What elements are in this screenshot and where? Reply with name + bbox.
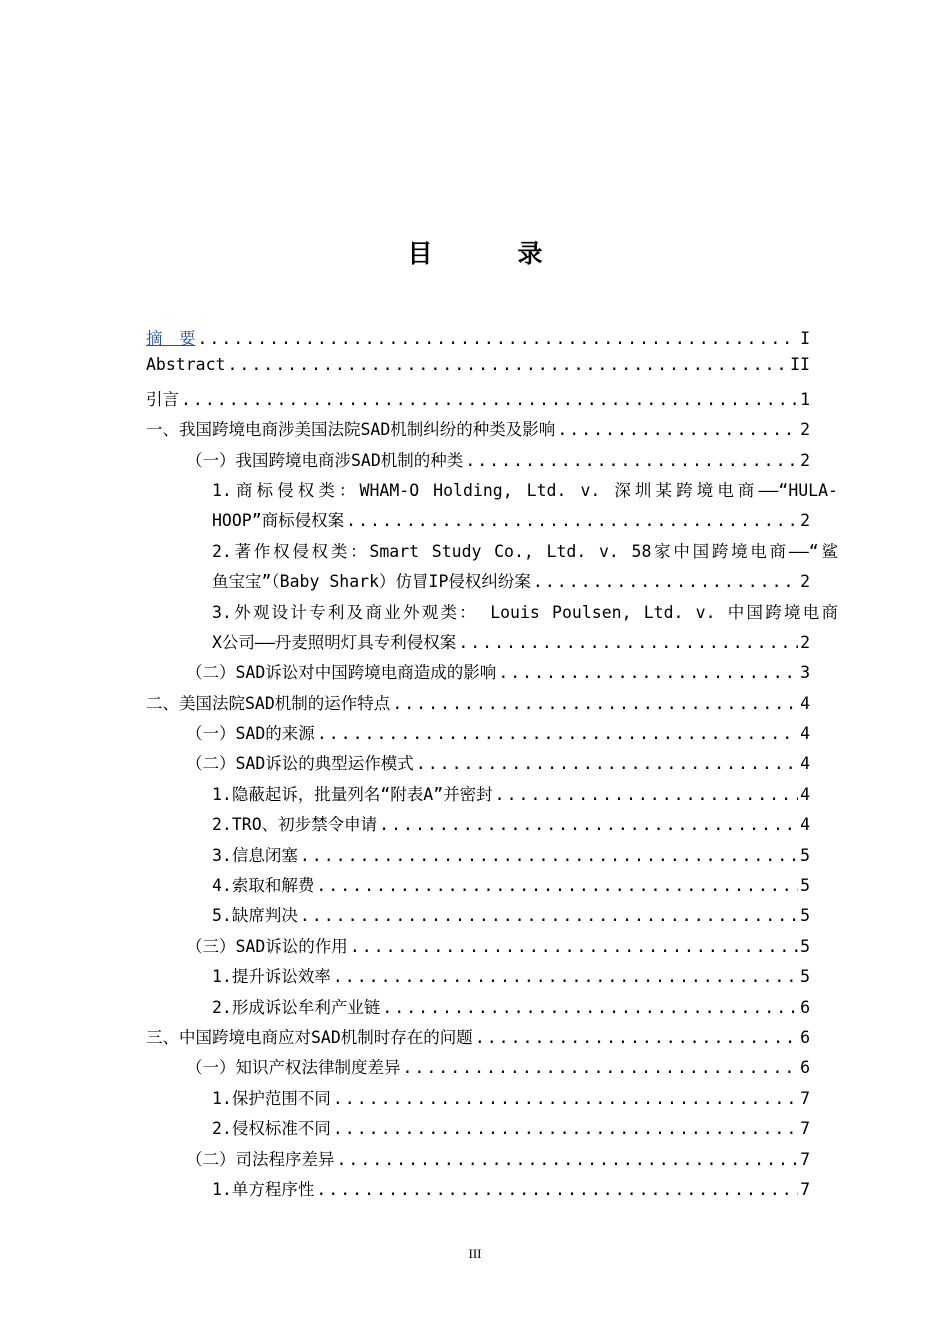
- toc-page-number: 4: [800, 693, 810, 713]
- toc-page-number: 7: [800, 1119, 810, 1139]
- toc-entry-title: 1.保护范围不同: [212, 1088, 331, 1108]
- toc-page-number: 4: [800, 724, 810, 744]
- table-of-contents: [146, 325, 838, 1206]
- toc-entry-title: 1.提升诉讼效率: [212, 967, 331, 987]
- toc-entry-title: HOOP”商标侵权案: [212, 511, 345, 531]
- toc-entry[interactable]: [146, 1054, 810, 1084]
- toc-page-number: 7: [800, 1088, 810, 1108]
- dot-leader: [227, 355, 788, 374]
- toc-entry-title: 5.缺席判决: [212, 906, 298, 926]
- toc-entry[interactable]: [146, 872, 810, 902]
- toc-entry-title: （一）知识产权法律制度差异: [186, 1058, 401, 1078]
- dot-leader: [300, 906, 798, 925]
- toc-entry[interactable]: [146, 842, 810, 872]
- toc-entry-title: 一、我国跨境电商涉美国法院SAD机制纠纷的种类及影响: [146, 420, 556, 440]
- toc-entry-line: 3.外观设计专利及商业外观类： Louis Poulsen, Ltd. v. 中国跨境电商: [212, 602, 838, 622]
- toc-page-number: 5: [800, 936, 810, 956]
- toc-entry[interactable]: [146, 994, 810, 1024]
- toc-entry[interactable]: [146, 507, 810, 537]
- dot-leader: [392, 694, 798, 713]
- toc-page-number: 5: [800, 906, 810, 926]
- toc-entry[interactable]: [146, 720, 810, 750]
- toc-entry-title: 2.形成诉讼牟利产业链: [212, 997, 381, 1017]
- toc-page-number: 7: [800, 1179, 810, 1199]
- toc-entry-title: （三）SAD诉讼的作用: [186, 936, 348, 956]
- toc-page-number: 1: [800, 389, 810, 409]
- toc-entry-title: （一）我国跨境电商涉SAD机制的种类: [186, 450, 464, 470]
- toc-entry[interactable]: [146, 1176, 810, 1206]
- toc-entry-title: （二）SAD诉讼的典型运作模式: [186, 754, 414, 774]
- dot-leader: [198, 329, 799, 348]
- toc-link[interactable]: 摘 要: [146, 329, 196, 348]
- toc-entry[interactable]: [146, 629, 810, 659]
- toc-entry-title: 1.单方程序性: [212, 1179, 315, 1199]
- toc-entry-title: 1.隐蔽起诉，批量列名“附表A”并密封: [212, 784, 493, 804]
- toc-entry-title: 三、中国跨境电商应对SAD机制时存在的问题: [146, 1027, 473, 1047]
- toc-entry-title: X公司——丹麦照明灯具专利侵权案: [212, 632, 457, 652]
- toc-entry[interactable]: [146, 1024, 810, 1054]
- toc-entry-title: 3.信息闭塞: [212, 845, 298, 865]
- dot-leader: [382, 998, 798, 1017]
- toc-entry[interactable]: [146, 1115, 810, 1145]
- toc-page-number: 4: [800, 784, 810, 804]
- dot-leader: [458, 633, 798, 652]
- toc-entry-title: （二）SAD诉讼对中国跨境电商造成的影响: [186, 663, 497, 683]
- toc-entry[interactable]: [146, 781, 810, 811]
- toc-entry-title: Abstract: [146, 355, 226, 375]
- toc-entry[interactable]: [146, 811, 810, 841]
- page-number: III: [468, 1246, 482, 1261]
- dot-leader: [416, 754, 798, 773]
- toc-entry[interactable]: [146, 902, 810, 932]
- toc-entry[interactable]: [146, 447, 810, 477]
- dot-leader: [350, 937, 798, 956]
- toc-entry[interactable]: [146, 690, 810, 720]
- toc-entry-title: 2.TRO、初步禁令申请: [212, 815, 378, 835]
- toc-page-number: 2: [800, 511, 810, 531]
- dot-leader: [333, 1089, 798, 1108]
- toc-entry-line: 2.著作权侵权类：Smart Study Co., Ltd. v. 58家中国跨境电商——“鲨: [212, 541, 838, 561]
- toc-page-number: 4: [800, 754, 810, 774]
- toc-page-number: 4: [800, 815, 810, 835]
- toc-page-number: 2: [800, 420, 810, 440]
- toc-page-number: I: [800, 329, 810, 348]
- toc-entry-title: 2.侵权标准不同: [212, 1119, 331, 1139]
- dot-leader: [379, 815, 798, 834]
- toc-page-number: 5: [800, 876, 810, 896]
- dot-leader: [300, 846, 798, 865]
- dot-leader: [346, 511, 798, 530]
- toc-entry[interactable]: [146, 416, 810, 446]
- dot-leader: [337, 1150, 799, 1169]
- toc-entry[interactable]: [146, 963, 810, 993]
- toc-entry-title: 鱼宝宝”（Baby Shark）仿冒IP侵权纠纷案: [212, 572, 531, 592]
- toc-page-number: 5: [800, 845, 810, 865]
- toc-page-number: 7: [800, 1149, 810, 1169]
- dot-leader: [495, 785, 798, 804]
- dot-leader: [333, 1119, 798, 1138]
- toc-page-number: 2: [800, 632, 810, 652]
- dot-leader: [316, 876, 798, 895]
- dot-leader: [316, 1180, 798, 1199]
- toc-page-number: 6: [800, 1058, 810, 1078]
- dot-leader: [317, 724, 798, 743]
- dot-leader: [403, 1058, 799, 1077]
- toc-entry-title: 引言: [146, 389, 179, 409]
- toc-entry-title: （二）司法程序差异: [186, 1149, 335, 1169]
- toc-page-number: II: [790, 355, 810, 375]
- toc-entry-title: 二、美国法院SAD机制的运作特点: [146, 693, 391, 713]
- toc-entry[interactable]: [146, 750, 810, 780]
- toc-entry[interactable]: [146, 568, 810, 598]
- dot-leader: [475, 1028, 798, 1047]
- toc-page-number: 3: [800, 663, 810, 683]
- dot-leader: [181, 390, 798, 409]
- dot-leader: [333, 967, 798, 986]
- toc-page-number: 6: [800, 1027, 810, 1047]
- toc-page-number: 2: [800, 450, 810, 470]
- toc-entry[interactable]: [146, 325, 810, 355]
- toc-entry[interactable]: [146, 355, 810, 385]
- toc-page-number: 5: [800, 967, 810, 987]
- toc-entry-line: 1.商标侵权类：WHAM-O Holding, Ltd. v. 深圳某跨境电商——“HULA-: [212, 480, 838, 500]
- toc-entry[interactable]: [146, 933, 810, 963]
- dot-leader: [533, 572, 798, 591]
- page-title: 目 录: [407, 239, 573, 268]
- toc-entry-title: 4.索取和解费: [212, 876, 315, 896]
- dot-leader: [557, 420, 798, 439]
- toc-page-number: 2: [800, 572, 810, 592]
- toc-entry-title: （一）SAD的来源: [186, 724, 315, 744]
- toc-page-number: 6: [800, 997, 810, 1017]
- toc-entry[interactable]: [146, 659, 810, 689]
- toc-entry[interactable]: [146, 1146, 810, 1176]
- dot-leader: [465, 451, 798, 470]
- toc-entry[interactable]: [146, 1085, 810, 1115]
- toc-entry[interactable]: [146, 386, 810, 416]
- dot-leader: [498, 663, 798, 682]
